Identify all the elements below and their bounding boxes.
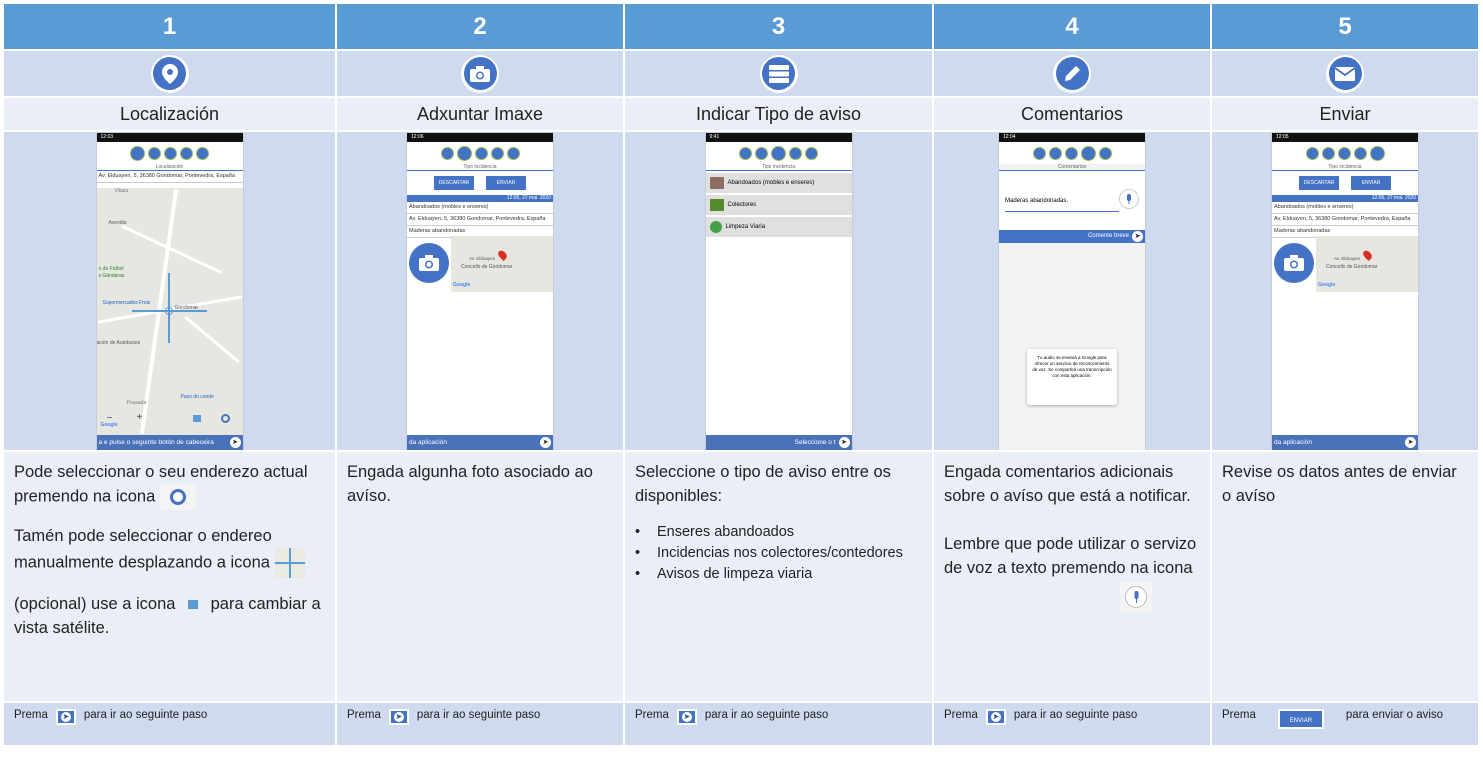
action-buttons [1272,171,1418,195]
footer-text: Prema [944,709,978,721]
address-text: Av. Elduayen, 5, 36380 Gondomar, Pontevedra, España [97,171,243,183]
next-arrow-icon: ➤ [677,709,697,725]
action-buttons [407,171,553,195]
zoom-out-icon[interactable]: − [106,413,113,424]
step-title: Indicar Tipo de aviso [625,98,934,132]
bottom-bar-text: Seleccione o t [794,439,836,446]
step-footer [4,703,337,747]
pencil-icon [1081,146,1096,161]
camera-icon [148,147,161,160]
microphone-icon [1120,582,1152,612]
step-number: 1 [4,4,337,51]
send-button[interactable]: ENVIAR [1351,176,1391,190]
type-label: Colectores [727,202,757,208]
discard-button[interactable]: DESCARTAR [1299,176,1339,190]
comment-input[interactable]: Maderas abandonadas. [1005,198,1069,204]
step-title: Adxuntar Imaxe [337,98,625,132]
camera-icon [1049,147,1062,160]
map-marker-icon [496,249,508,261]
description-text: Lembre que pode utilizar o servizo de voz a texto premendo na icona [944,535,1197,577]
footer-text: Prema [347,709,381,721]
step-footer [1212,703,1478,747]
my-location-icon [160,484,196,510]
footer-text: Prema [1222,709,1256,721]
step-description [934,452,1212,703]
wizard-icons [407,142,553,164]
bottom-bar [407,435,553,450]
camera-icon [755,147,768,160]
screen-subtitle: Comentarios [999,164,1145,171]
comment-text: Maderas abandonadas [1272,226,1418,238]
map-label: Pousada [126,400,147,406]
map-label: Avenida [108,220,127,226]
phone-screenshot-comments [999,133,1145,450]
map-label: Concello de Gondomar [1326,264,1378,270]
container-icon [710,199,724,211]
screenshot-cell [4,132,337,452]
type-label: Abandoados (mobles e enseres) [727,180,815,186]
next-arrow-icon: ➤ [389,709,409,725]
footer-text: Prema [635,709,669,721]
map-thumbnail [451,236,553,292]
steps-table [4,4,1478,752]
pencil-icon [1354,147,1367,160]
bullet-item: • Enseres abandoados [657,522,922,543]
location-pin-icon [441,147,454,160]
layers-icon [188,600,198,609]
screenshot-cell [1212,132,1478,452]
next-arrow-icon[interactable]: ➤ [230,437,241,448]
envelope-icon [1099,147,1112,160]
pencil-icon [1053,55,1091,93]
sweeper-icon [710,221,722,233]
step-title: Enviar [1212,98,1478,132]
map-label: Pazo do conde [180,394,214,400]
bottom-bar-text: da aplicación [1274,439,1312,446]
my-location-icon[interactable] [221,414,230,423]
step-description [625,452,934,703]
pencil-icon [491,147,504,160]
status-bar: 12:03 [97,133,243,142]
footer-text: para ir ao seguinte paso [704,709,829,721]
description-text: Revise os datos antes de enviar o avíso [1222,463,1457,505]
next-arrow-icon[interactable]: ➤ [1405,437,1416,448]
description-text: Engada algunha foto asociado ao avíso. [347,463,593,505]
screen-subtitle: Tipo incidencia [706,164,852,171]
step-number: 5 [1212,4,1478,51]
list-icon [164,147,177,160]
bottom-bar-text: a e pulse o seguinte botón de cabeceira [98,439,214,446]
screenshot-cell [337,132,625,452]
step-number: 3 [625,4,934,51]
list-icon [1338,147,1351,160]
wizard-icons [97,142,243,164]
next-arrow-icon[interactable]: ➤ [540,437,551,448]
step-icon-cell [934,51,1212,98]
step-icon-cell [337,51,625,98]
location-pin-icon [130,146,145,161]
step-icon-cell [4,51,337,98]
next-arrow-icon: ➤ [56,709,76,725]
status-bar: 12:04 [999,133,1145,142]
pencil-icon [789,147,802,160]
location-pin-icon [739,147,752,160]
wizard-icons [706,142,852,164]
zoom-in-icon[interactable]: + [136,412,143,423]
address-text: Av. Elduayen, 5, 36380 Gondomar, Pontevedra, España [1272,214,1418,226]
map-label: Vilaza [114,188,129,194]
step-title: Localización [4,98,337,132]
google-logo: Google [1318,282,1336,288]
next-arrow-icon[interactable]: ➤ [1132,231,1143,242]
step-footer [337,703,625,747]
list-icon [1065,147,1078,160]
date-bar: 12:05, 27 mai. 2020 [1272,195,1418,202]
voice-dialog: Tu audio se enviará a Google para ofrecer un servicio de reconocimiento de voz. Se compartirá una transcripción con esta aplicación. [1027,349,1117,405]
description-text: (opcional) use a icona [14,595,176,613]
list-icon [771,146,786,161]
comment-text: Maderas abandonadas [407,226,553,238]
map-view[interactable] [97,188,243,435]
status-bar: 12:06 [407,133,553,142]
screen-subtitle: Tipo incidencia [407,164,553,171]
step-title: Comentarios [934,98,1212,132]
phone-screenshot-send [1272,133,1418,450]
envelope-icon [805,147,818,160]
envelope-icon [507,147,520,160]
screen-subtitle: Tipo incidencia [1272,164,1418,171]
screenshot-cell [625,132,934,452]
discard-button[interactable]: DESCARTAR [434,176,474,190]
footer-text: para ir ao seguinte paso [1013,709,1138,721]
next-arrow-icon[interactable]: ➤ [839,437,850,448]
step-icon-cell [1212,51,1478,98]
drag-crosshair-icon [275,548,305,578]
step-icon-cell [625,51,934,98]
location-pin-icon [1306,147,1319,160]
type-option[interactable] [706,195,852,215]
google-logo: Google [453,282,471,288]
type-line: Abandoados (mobles e enseres) [1272,202,1418,214]
step-number: 2 [337,4,625,51]
type-option[interactable] [706,173,852,193]
camera-icon [1322,147,1335,160]
list-icon [475,147,488,160]
map-label: Concello de Gondomar [461,264,513,270]
microphone-icon[interactable] [1119,189,1139,209]
footer-text: para ir ao seguinte paso [416,709,541,721]
google-logo: Google [100,422,118,428]
list-icon [760,55,798,93]
bottom-bar-text: da aplicación [409,439,447,446]
bottom-bar [97,435,243,450]
layers-icon[interactable] [193,415,201,422]
camera-icon [461,55,499,93]
comment-bar [999,230,1145,243]
phone-screenshot-type [706,133,852,450]
map-label: s Gàndaras [98,273,125,279]
location-pin-icon [1033,147,1046,160]
description-text: Tamén pode seleccionar o endereo manualmente desplazando a icona [14,527,272,572]
map-label: ación de Autobuses [96,340,141,346]
bullet-item: • Incidencias nos colectores/contedores [657,543,922,564]
bullet-list [635,522,922,585]
map-label: o de Fútbol [98,266,124,272]
envelope-icon [196,147,209,160]
date-bar: 12:05, 27 mai. 2020 [407,195,553,202]
step-footer [625,703,934,747]
footer-text: para enviar o aviso [1345,709,1444,721]
map-label: Av. Elduayen [469,256,496,261]
drag-crosshair-icon[interactable] [165,307,173,315]
step-footer [934,703,1212,747]
phone-screenshot-image [407,133,553,450]
screen-subtitle: Localización [97,164,243,171]
map-thumbnail [1316,236,1418,292]
bottom-bar [706,435,852,450]
step-number: 4 [934,4,1212,51]
map-marker-icon [1361,249,1373,261]
next-arrow-icon: ➤ [986,709,1006,725]
type-line: Abandoados (mobles e enseres) [407,202,553,214]
furniture-icon [710,177,724,189]
phone-screenshot-location [97,133,243,450]
map-label: Av. Elduayen [1334,256,1361,261]
comment-bar-text: Comente breve [1087,233,1129,239]
location-pin-icon [151,55,189,93]
status-bar: 9:41 [706,133,852,142]
wizard-icons [999,142,1145,164]
bullet-item: • Avisos de limpeza viaria [657,564,922,585]
send-button-sample: ENVIAR [1278,709,1324,729]
envelope-icon [1326,55,1364,93]
footer-text: para ir ao seguinte paso [83,709,208,721]
description-text: para cambiar a vista satélite. [14,595,321,637]
type-option[interactable] [706,217,852,237]
description-text: Pode seleccionar o seu enderezo actual premendo na icona [14,463,308,506]
address-text: Av. Elduayen, 5, 36380 Gondomar, Pontevedra, España [407,214,553,226]
description-text: Seleccione o tipo de aviso entre os disponibles: [635,463,891,505]
bottom-bar [1272,435,1418,450]
step-description [337,452,625,703]
camera-icon [457,146,472,161]
map-label: Supermercados Froiz [102,300,151,306]
status-bar: 12:05 [1272,133,1418,142]
step-description [1212,452,1478,703]
send-button[interactable]: ENVIAR [486,176,526,190]
add-photo-camera-icon[interactable] [1274,243,1314,283]
pencil-icon [180,147,193,160]
description-text: Engada comentarios adicionais sobre o avíso que está a notificar. [944,463,1191,505]
footer-text: Prema [14,709,48,721]
step-description [4,452,337,703]
wizard-icons [1272,142,1418,164]
screenshot-cell [934,132,1212,452]
envelope-icon [1370,146,1385,161]
type-label: Limpeza Viaria [725,224,766,230]
add-photo-camera-icon[interactable] [409,243,449,283]
map-label: Gondomar [174,305,199,311]
